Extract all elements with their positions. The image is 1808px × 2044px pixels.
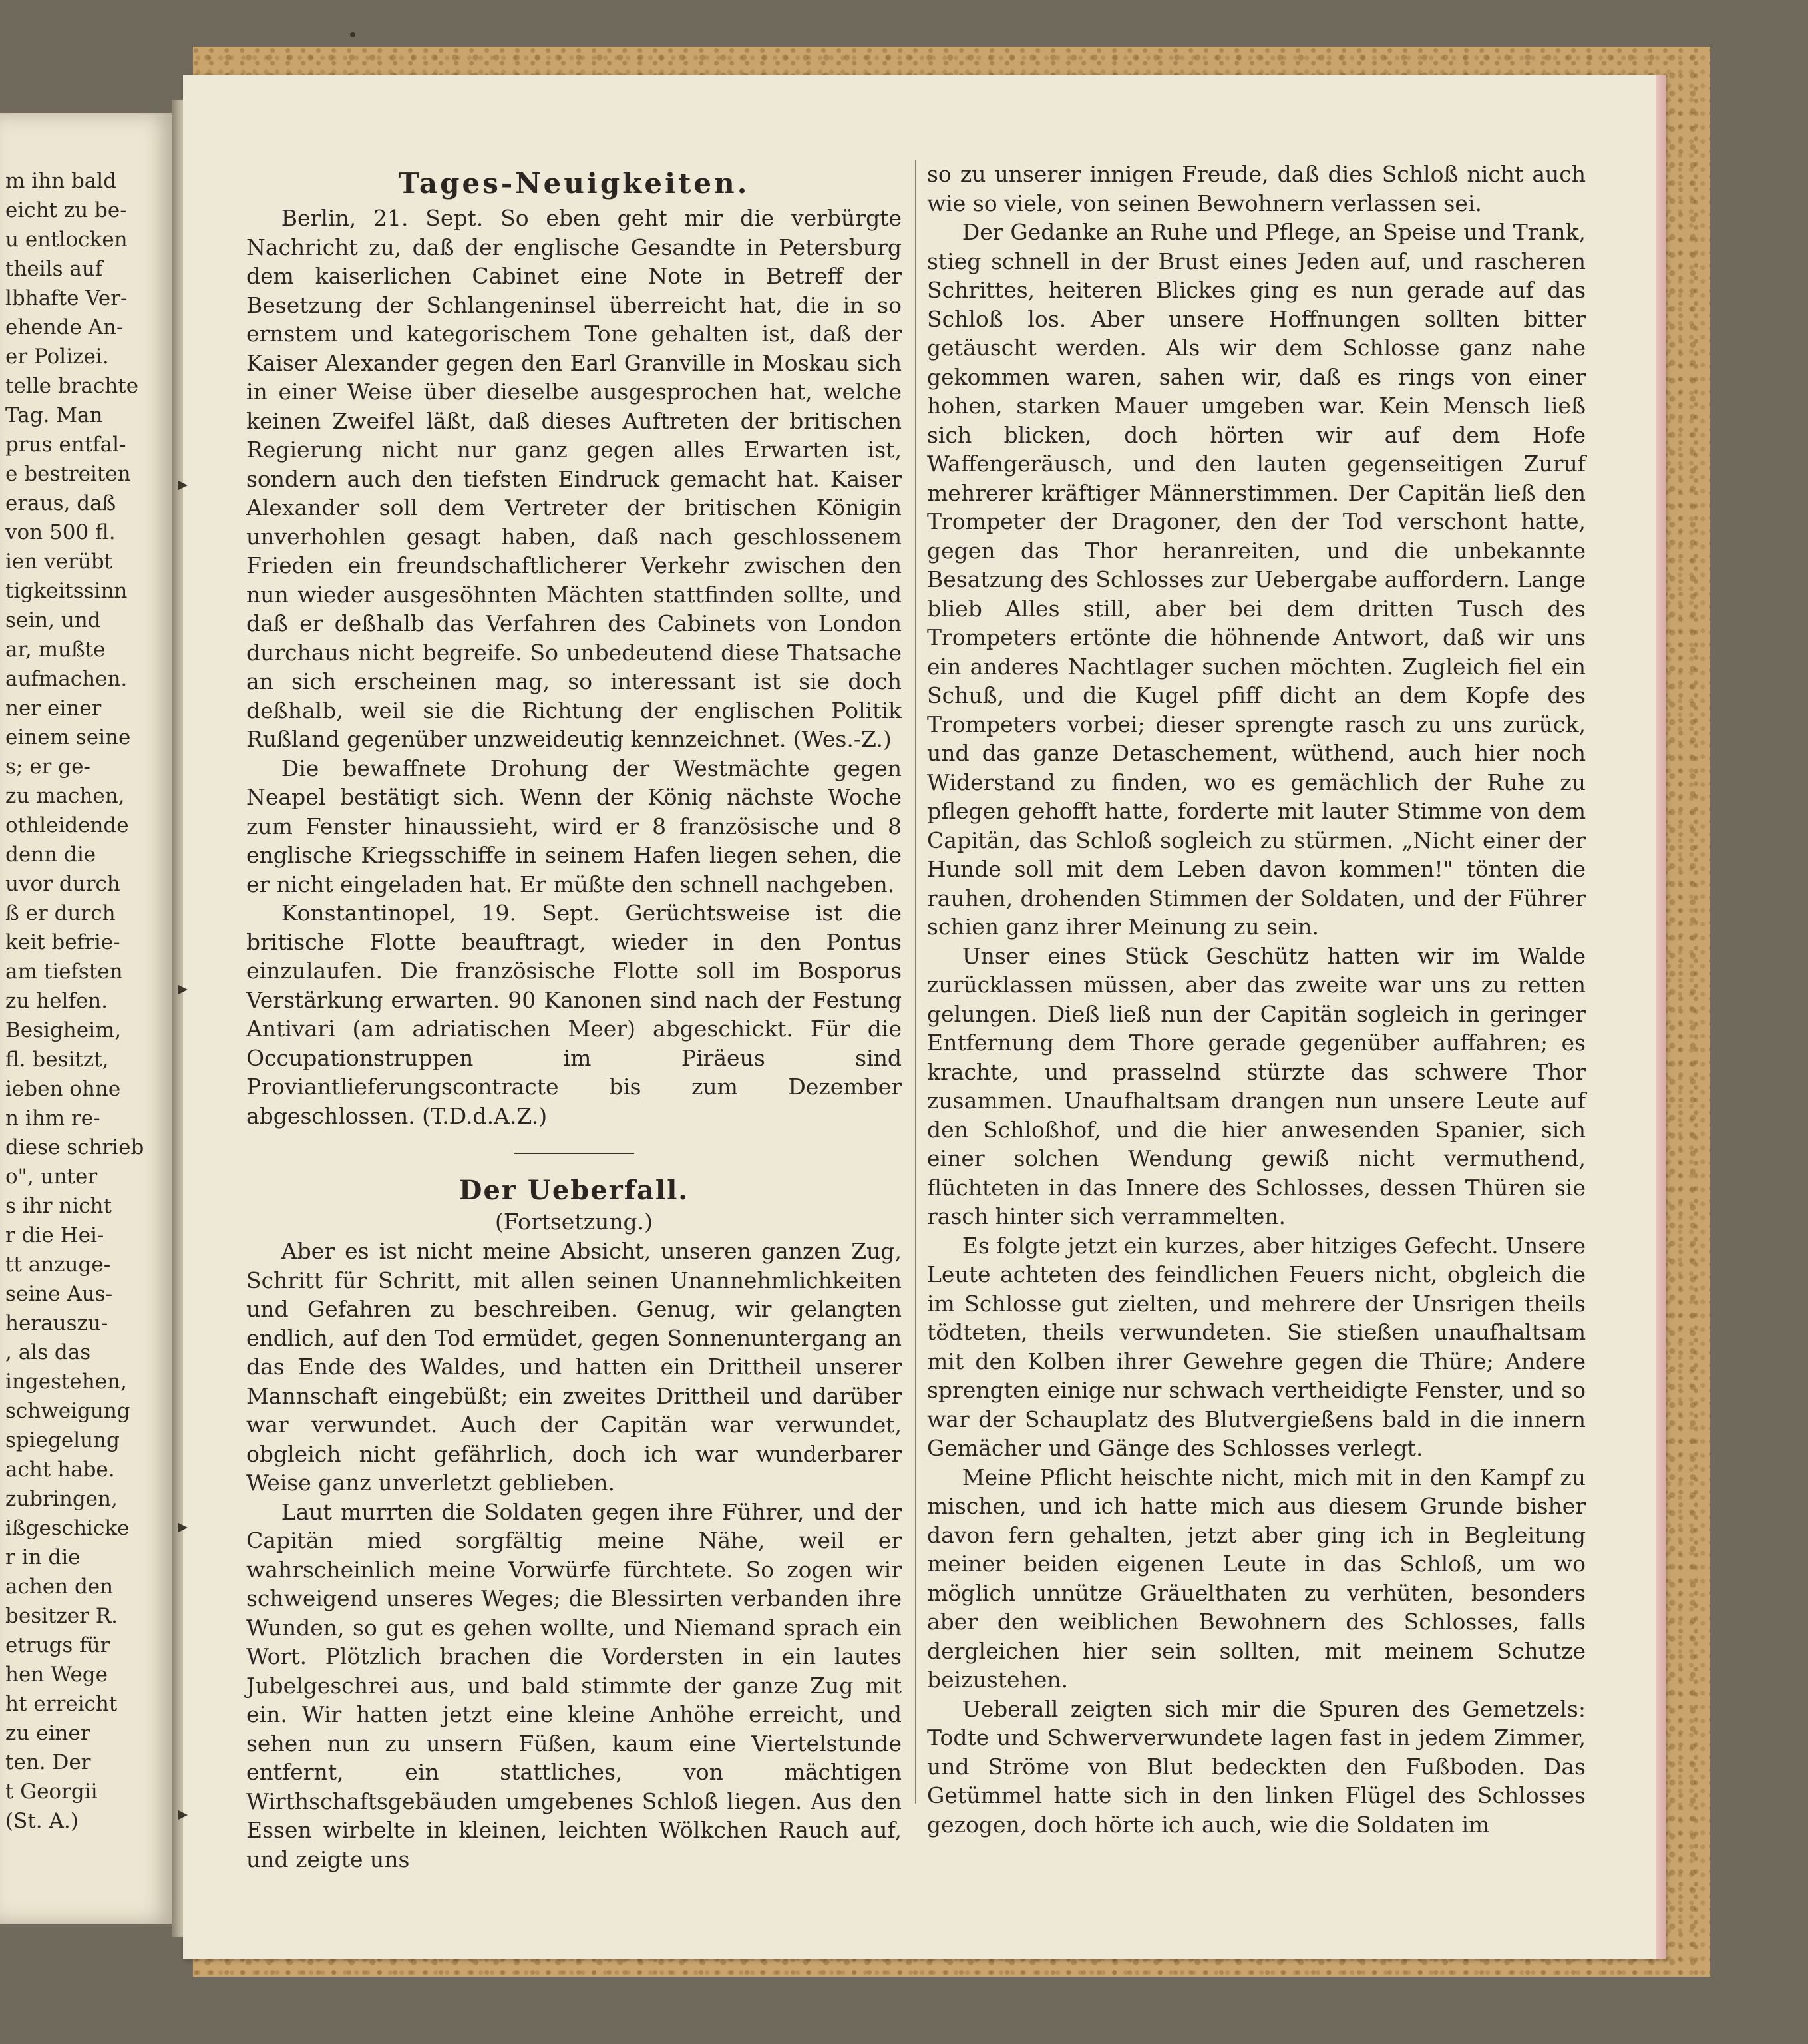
facing-page-line: aufmachen. [5,667,128,691]
facing-page-line: am tiefsten [5,960,123,984]
facing-page-line: ten. Der [5,1750,91,1774]
facing-page-line: Besigheim, [5,1018,122,1042]
facing-page-line: ar, mußte [5,638,106,662]
facing-page-line: s; er ge- [5,755,90,779]
facing-page-line: r die Hei- [5,1223,104,1247]
news-heading: Tages-Neuigkeiten. [398,167,750,200]
facing-page-line: u entlocken [5,228,128,252]
facing-page-line: er Polizei. [5,345,109,369]
facing-page-line: denn die [5,843,96,867]
facing-page-line: ieben ohne [5,1077,121,1101]
facing-page-fragment [0,113,174,1924]
story-title: Der Ueberfall. [458,1175,689,1206]
facing-page-line: spiegelung [5,1428,120,1452]
facing-page-line: telle brachte [5,374,139,398]
facing-page-line: o", unter [5,1165,98,1189]
story-paragraph: Meine Pflicht heischte nicht, mich mit in den Kampf zu mischen, und ich hatte mich aus diesem Grunde bisher davon fern gehalten, jetzt aber ging ich in Begleitung meiner beiden eigenen Leute in das Schloß, um wo möglich unnütze Gräuelthaten zu verhüten, besonders aber den weiblichen Bewohnern des Schlosses, falls dergleichen hier sein sollten, mit meinem Schutze beizustehen. [927,1464,1586,1693]
facing-page-line: zubringen, [5,1487,118,1511]
column-left [246,166,902,1874]
facing-page-line: e bestreiten [5,462,131,486]
facing-page-line: hen Wege [5,1663,108,1687]
column-right [927,160,1586,1839]
facing-page-line: , als das [5,1340,91,1364]
facing-page-line: t Georgii [5,1780,98,1804]
page-edge [1656,75,1666,1959]
facing-page-line: othleidende [5,813,129,837]
facing-page-line: ißgeschicke [5,1516,130,1540]
binding-tack [178,1810,188,1820]
facing-page-line: schweigung [5,1399,130,1423]
facing-page-line: n ihm re- [5,1106,100,1130]
story-paragraph: Ueberall zeigten sich mir die Spuren des Gemetzels: Todte und Schwerverwundete lagen fast in jedem Zimmer, und Ströme von Blut bedeckten den Fußboden. Das Getümmel hatte sich in den linken Flügel des Schlosses gezogen, doch hörte ich auch, wie die Soldaten im [927,1695,1586,1838]
facing-page-line: zu machen, [5,784,125,808]
facing-page-line: uvor durch [5,872,120,896]
facing-page-line: besitzer R. [5,1604,118,1628]
news-paragraph: Konstantinopel, 19. Sept. Gerüchtsweise ist die britische Flotte beauftragt, wieder in den Pontus einzulaufen. Die französische Flotte soll im Bosporus Verstärkung erwarten. 90 Kanonen sind nach der Festung Antivari (am adriatischen Meer) abgeschickt. Für die Occupationstruppen im Piräeus sind Proviantlieferungscontracte bis zum Dezember abgeschlossen. (T.D.d.A.Z.) [246,900,902,1129]
facing-page-line: diese schrieb [5,1135,144,1159]
facing-page-line: seine Aus- [5,1282,113,1306]
facing-page-line: herauszu- [5,1311,108,1335]
facing-page-line: sein, und [5,608,101,632]
facing-page-line: lbhafte Ver- [5,286,128,310]
facing-page-line: ner einer [5,696,102,720]
facing-page-line: achen den [5,1575,114,1599]
binding-tack [178,985,188,994]
facing-page-line: r in die [5,1545,81,1569]
facing-page-line: zu einer [5,1721,90,1745]
facing-page-line: s ihr nicht [5,1194,112,1218]
facing-page-lines [0,113,174,1836]
facing-page-line: prus entfal- [5,433,126,457]
story-paragraph: Der Gedanke an Ruhe und Pflege, an Speise und Trank, stieg schnell in der Brust eines Jeden auf, und rascheren Schrittes, heiteren Blickes ging es nun gerade auf das Schloß los. Aber unsere Hoffnungen sollten bitter getäuscht werden. Als wir dem Schlosse ganz nahe gekommen waren, sahen wir, daß es rings von einer hohen, starken Mauer umgeben war. Kein Mensch ließ sich blicken, doch hörten wir auf dem Hofe Waffengeräusch, und den lauten gegenseitigen Zuruf mehrerer kräftiger Männerstimmen. Der Capitän ließ den Trompeter der Dragoner, den der Tod verschont hatte, gegen das Thor heranreiten, und die unbekannte Besatzung des Schlosses zur Uebergabe auffordern. Lange blieb Alles still, aber bei dem dritten Tusch des Trompeters ertönte die höhnende Antwort, daß wir uns ein anderes Nachtlager suchen möchten. Zugleich fiel ein Schuß, und die Kugel pfiff dicht an dem Kopfe des Trompeters vorbei; dieser sprengte rasch zu uns zurück, und das ganze Detaschement, wüthend, auch hier noch Widerstand zu finden, wo es gemächlich der Ruhe zu pflegen gehofft hatte, forderte mit lauter Stimme von dem Capitän, das Schloß sogleich zu stürmen. „Nicht einer der Hunde soll mit dem Leben davon kommen!" tönten die rauhen, drohenden Stimmen der Soldaten, und der Führer schien ganz ihrer Meinung zu sein. [927,219,1586,940]
story-paragraph: Aber es ist nicht meine Absicht, unseren ganzen Zug, Schritt für Schritt, mit allen seinen Unannehmlichkeiten und Gefahren zu beschreiben. Genug, wir gelangten endlich, auf den Tod ermüdet, gegen Sonnenuntergang an das Ende des Waldes, und hatten ein Drittheil unserer Mannschaft eingebüßt; ein zweites Drittheil und darüber war verwundet. Auch der Capitän war verwundet, obgleich nicht gefährlich, doch ich war wunderbarer Weise ganz unverletzt geblieben. [246,1238,902,1496]
facing-page-line: etrugs für [5,1633,110,1657]
news-paragraph: Die bewaffnete Drohung der Westmächte gegen Neapel bestätigt sich. Wenn der König nächste Woche zum Fenster hinaussieht, wird er 8 französische und 8 englische Kriegsschiffe in seinem Hafen liegen sehen, die er nicht eingeladen hat. Er müßte den schnell nachgeben. [246,755,902,897]
facing-page-line: von 500 fl. [5,520,116,544]
facing-page-line: Tag. Man [5,403,103,427]
story-paragraph: so zu unserer innigen Freude, daß dies Schloß nicht auch wie so viele, von seinen Bewohnern verlassen sei. [927,161,1586,216]
facing-page-line: keit befrie- [5,930,120,954]
facing-page-line: ien verübt [5,550,113,574]
facing-page-line: (St. A.) [5,1809,79,1833]
facing-page-line: ß er durch [5,901,116,925]
section-separator [514,1153,634,1154]
pin-mark [350,32,355,37]
facing-page-line: m ihn bald [5,169,117,193]
story-subtitle: (Fortsetzung.) [495,1209,653,1235]
facing-page-line: ingestehen, [5,1370,127,1394]
facing-page-line: ht erreicht [5,1692,118,1716]
news-paragraph: Berlin, 21. Sept. So eben geht mir die verbürgte Nachricht zu, daß der englische Gesandte in Petersburg dem kaiserlichen Cabinet eine Note in Betreff der Besetzung der Schlangeninsel überreicht hat, die in so ernstem und kategorischem Tone gehalten ist, daß der Kaiser Alexander gegen den Earl Granville in Moskau sich in einer Weise über dieselbe ausgesprochen hat, welche keinen Zweifel läßt, daß dieses Auftreten der britischen Regierung nicht nur ganz gegen alles Erwarten ist, sondern auch den tiefsten Eindruck gemacht hat. Kaiser Alexander soll dem Vertreter der britischen Königin unverhohlen gesagt haben, daß nach geschlossenem Frieden ein freundschaftlicherer Verkehr zwischen den nun wieder ausgesöhnten Mächten stattfinden sollte, und daß er deßhalb das Verfahren des Cabinets von London durchaus nicht begreife. So unbedeutend diese Thatsache an sich erscheinen mag, so interessant ist sie doch deßhalb, weil sie die Richtung der englischen Politik Rußland gegenüber unzweideutig kennzeichnet. (Wes.-Z.) [246,205,902,752]
facing-page-line: theils auf [5,257,103,281]
facing-page-line: zu helfen. [5,989,108,1013]
facing-page-line: eicht zu be- [5,198,127,222]
story-paragraph: Laut murrten die Soldaten gegen ihre Führer, und der Capitän mied sorgfältig meine Nähe, weil er wahrscheinlich meine Vorwürfe fürchtete. So zogen wir schweigend unseres Weges; die Blessirten verbanden ihre Wunden, so gut es gehen wollte, und Niemand sprach ein Wort. Plötzlich brachen die Vordersten in ein lautes Jubelgeschrei aus, und bald stimmte der ganze Zug mit ein. Wir hatten jetzt eine kleine Anhöhe erreicht, und sehen nun zu unsern Füßen, kaum eine Viertelstunde entfernt, ein stattliches, von mächtigen Wirthschaftsgebäuden umgebenes Schloß liegen. Aus den Essen wirbelte in kleinen, leichten Wölkchen Rauch auf, und zeigte uns [246,1498,902,1872]
facing-page-line: eraus, daß [5,491,116,515]
story-paragraph: Unser eines Stück Geschütz hatten wir im Walde zurücklassen müssen, aber das zweite war uns zu retten gelungen. Dieß ließ nun der Capitän sogleich in geringer Entfernung dem Thore gerade gegenüber auffahren; es krachte, und prasselnd stürzte das schwere Thor zusammen. Unaufhaltsam drangen nun unsere Leute auf den Schloßhof, und die hier anwesenden Spanier, sich einer solchen Wendung gewiß nicht vermuthend, flüchteten in das Innere des Schlosses, dessen Thüren sie rasch hinter sich verrammelten. [927,942,1586,1229]
facing-page-line: ehende An- [5,315,124,339]
facing-page-line: acht habe. [5,1458,115,1482]
binding-tack [178,1523,188,1532]
facing-page-line: tt anzuge- [5,1253,111,1277]
story-paragraph: Es folgte jetzt ein kurzes, aber hitziges Gefecht. Unsere Leute achteten des feindlichen Feuers nicht, obgleich die im Schlosse gut zielten, und mehrere der Unsrigen theils tödteten, theils verwundeten. Sie stießen unaufhaltsam mit den Kolben ihrer Gewehre gegen die Thüre; Andere sprengten einige nur schwach vertheidigte Fenster, und so war der Schauplatz des Blutvergießens bald in die innern Gemächer und Gänge des Schlosses verlegt. [927,1232,1586,1461]
column-divider [915,160,916,1804]
facing-page-line: fl. besitzt, [5,1048,109,1072]
facing-page-line: einem seine [5,725,131,749]
facing-page-line: tigkeitssinn [5,579,128,603]
binding-tack [178,481,188,490]
